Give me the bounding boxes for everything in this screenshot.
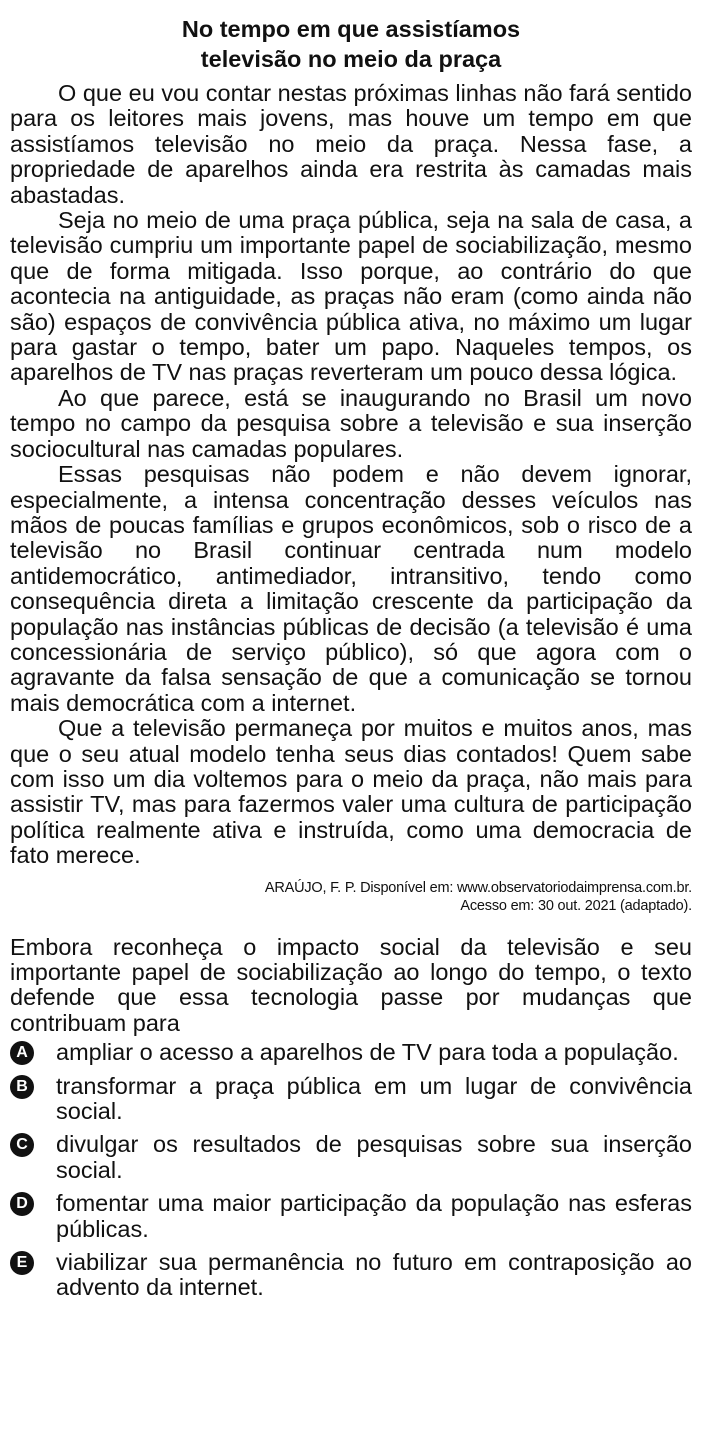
option-c[interactable] bbox=[10, 1132, 692, 1183]
option-letter-c-badge: C bbox=[10, 1133, 34, 1157]
article-paragraph-3: Ao que parece, está se inaugurando no Brasil um novo tempo no campo da pesquisa sobre a televisão e sua inserção sociocultural nas camadas populares. bbox=[10, 384, 692, 462]
option-a[interactable] bbox=[10, 1040, 692, 1065]
article-title-line-1: No tempo em que assistíamos bbox=[181, 16, 521, 42]
option-b-text: transformar a praça pública em um lugar de convivência social. bbox=[56, 1072, 692, 1125]
article-title bbox=[10, 14, 692, 74]
option-e[interactable] bbox=[10, 1250, 692, 1301]
option-e-text: viabilizar sua permanência no futuro em contraposição ao advento da internet. bbox=[56, 1249, 692, 1301]
option-d[interactable] bbox=[10, 1191, 692, 1242]
article-paragraph-1: O que eu vou contar nestas próximas linhas não fará sentido para os leitores mais jovens, mas houve um tempo em que assistíamos televisão no meio da praça. Nessa fase, a propriedade de aparelhos ainda era restrita às camadas mais abastadas. bbox=[10, 80, 692, 208]
article-body bbox=[10, 81, 692, 869]
article-paragraph-5: Que a televisão permaneça por muitos e muitos anos, mas que o seu atual modelo tenha seus dias contados! Quem sabe com isso um dia voltemos para o meio da praça, não mais para assistir TV, mas para fazermos valer uma cultura de participação política realmente ativa e instruída, como uma democracia de fato merece. bbox=[10, 715, 692, 869]
article-paragraph-4: Essas pesquisas não podem e não devem ignorar, especialmente, a intensa concentração desses veículos nas mãos de poucas famílias e grupos econômicos, sob o risco de a televisão no Brasil continuar centrada num modelo antidemocrático, antimediador, intransitivo, tendo como consequência direta a limitação crescente da participação da população nas instâncias públicas de decisão (a televisão é uma concessionária de serviço público), só que agora com o agravante da falsa sensação de que a comunicação se tornou mais democrática com a internet. bbox=[10, 461, 692, 716]
option-letter-a-badge: A bbox=[10, 1041, 34, 1065]
source-citation-line-2: Acesso em: 30 out. 2021 (adaptado). bbox=[460, 897, 692, 914]
option-d-text: fomentar uma maior participação da população nas esferas públicas. bbox=[56, 1190, 692, 1242]
option-letter-e-badge: E bbox=[10, 1251, 34, 1275]
source-citation-line-1: ARAÚJO, F. P. Disponível em: www.observatoriodaimprensa.com.br. bbox=[264, 879, 692, 896]
source-citation bbox=[10, 879, 692, 915]
option-c-text: divulgar os resultados de pesquisas sobre sua inserção social. bbox=[56, 1131, 692, 1183]
article-paragraph-2: Seja no meio de uma praça pública, seja na sala de casa, a televisão cumpriu um importante papel de sociabilização, mesmo que de forma mitigada. Isso porque, ao contrário do que acontecia na antiguidade, as praças não eram (como ainda não são) espaços de convivência pública ativa, no máximo um lugar para gastar o tempo, bater um papo. Naqueles tempos, os aparelhos de TV nas praças reverteram um pouco dessa lógica. bbox=[10, 207, 692, 386]
article-title-line-2: televisão no meio da praça bbox=[200, 46, 502, 72]
option-letter-b-badge: B bbox=[10, 1075, 34, 1099]
option-letter-d-badge: D bbox=[10, 1192, 34, 1216]
option-b[interactable] bbox=[10, 1074, 692, 1125]
question-stem: Embora reconheça o impacto social da televisão e seu importante papel de sociabilização ao longo do tempo, o texto defende que essa tecnologia passe por mudanças que contribuam para bbox=[10, 933, 692, 1036]
option-a-text: ampliar o acesso a aparelhos de TV para toda a população. bbox=[56, 1039, 679, 1066]
answer-options bbox=[10, 1040, 692, 1301]
